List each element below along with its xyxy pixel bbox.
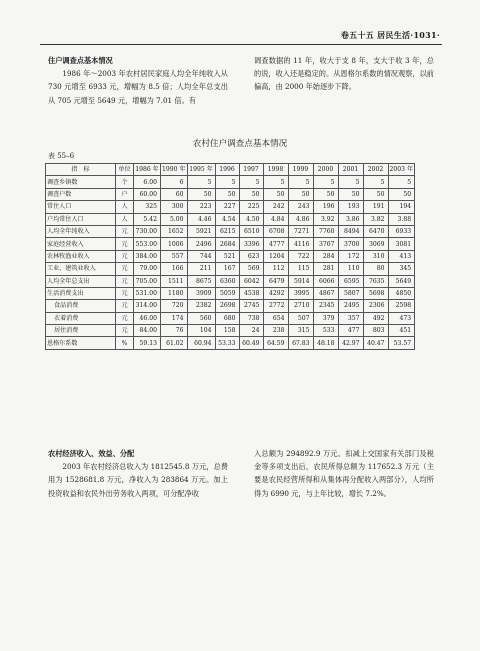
table-cell: 50 — [338, 188, 363, 200]
table-cell: 5059 — [215, 287, 239, 299]
row-unit: 元 — [116, 325, 134, 337]
section-title: 农村经济收入、效益、分配 — [48, 449, 135, 458]
table-cell: 531.00 — [134, 287, 161, 299]
table-cell: 3.92 — [313, 213, 338, 225]
row-unit: % — [116, 337, 134, 349]
table-cell: 193 — [338, 201, 363, 213]
table-cell: 5921 — [187, 225, 215, 237]
table-cell: 553.00 — [134, 238, 161, 250]
table-row — [46, 275, 415, 287]
row-label: 人均全年纯收入 — [46, 225, 116, 237]
table-cell: 533 — [313, 325, 338, 337]
table-cell: 174 — [161, 312, 188, 324]
column-header: 1999 — [288, 164, 313, 176]
table-cell: 2772 — [263, 300, 288, 312]
table-cell: 2745 — [239, 300, 263, 312]
table-cell: 3995 — [288, 287, 313, 299]
table-cell: 50 — [239, 188, 263, 200]
table-title: 农村住户调查点基本情况 — [192, 139, 288, 149]
row-label: 生活消费支出 — [46, 287, 116, 299]
table-cell: 4777 — [263, 238, 288, 250]
row-unit: 元 — [116, 312, 134, 324]
row-unit: 元 — [116, 263, 134, 275]
row-label: 恩格尔系数 — [46, 337, 116, 349]
row-unit: 元 — [116, 300, 134, 312]
table-cell: 3069 — [363, 238, 388, 250]
table-cell: 5 — [239, 176, 263, 188]
table-cell: 24 — [239, 325, 263, 337]
table-cell: 5.42 — [134, 213, 161, 225]
table-cell: 4.84 — [263, 213, 288, 225]
table-row — [46, 312, 415, 324]
table-cell: 1511 — [161, 275, 188, 287]
row-label: 家庭经营收入 — [46, 238, 116, 250]
table-cell: 4.54 — [215, 213, 239, 225]
table-cell: 2345 — [313, 300, 338, 312]
table-cell: 473 — [388, 312, 415, 324]
table-cell: 3700 — [338, 238, 363, 250]
table-cell: 59.13 — [134, 337, 161, 349]
table-cell: 80 — [363, 263, 388, 275]
row-unit: 个 — [116, 176, 134, 188]
table-cell: 281 — [313, 263, 338, 275]
table-cell: 310 — [363, 250, 388, 262]
table-cell: 477 — [338, 325, 363, 337]
table-cell: 1180 — [161, 287, 188, 299]
table-cell: 803 — [363, 325, 388, 337]
running-head: 卷五十五 居民生活·1031· — [340, 30, 440, 40]
table-cell: 4292 — [263, 287, 288, 299]
row-label: 衣着消费 — [46, 312, 116, 324]
table-cell: 3767 — [313, 238, 338, 250]
section-title: 住户调查点基本情况 — [48, 56, 113, 65]
table-cell: 720 — [161, 300, 188, 312]
table-cell: 744 — [187, 250, 215, 262]
table-cell: 6933 — [388, 225, 415, 237]
table-cell: 5 — [215, 176, 239, 188]
table-cell: 557 — [161, 250, 188, 262]
table-cell: 6479 — [263, 275, 288, 287]
table-cell: 243 — [288, 201, 313, 213]
table-row — [46, 300, 415, 312]
table-cell: 680 — [215, 312, 239, 324]
body-paragraph: 1986 年～2003 年农村居民家庭人均全年纯收入从 730 元增至 6933 元，增幅为 8.5 倍；人均全年总支出从 705 元增至 5649 元，增幅为 7.01 倍。有 — [48, 69, 228, 105]
table-cell: 60.94 — [187, 337, 215, 349]
table-cell: 48.18 — [313, 337, 338, 349]
table-cell: 507 — [288, 312, 313, 324]
table-cell: 3.86 — [338, 213, 363, 225]
table-cell: 379 — [313, 312, 338, 324]
table-cell: 158 — [215, 325, 239, 337]
table-cell: 5649 — [388, 275, 415, 287]
table-cell: 211 — [187, 263, 215, 275]
table-cell: 2598 — [388, 300, 415, 312]
table-cell: 492 — [363, 312, 388, 324]
table-cell: 238 — [263, 325, 288, 337]
table-cell: 315 — [288, 325, 313, 337]
table-cell: 6360 — [215, 275, 239, 287]
column-header: 2000 — [313, 164, 338, 176]
table-number: 表 55–6 — [48, 152, 75, 160]
table-cell: 8494 — [338, 225, 363, 237]
body-paragraph: 调查数据的 11 年，收大于支 8 年，支大于收 3 年，总的说，收入还是稳定的。从恩格尔系数的情况观察，以前偏高，由 2000 年始逐步下降。 — [254, 56, 434, 92]
column-header: 单位 — [116, 164, 134, 176]
table-row — [46, 263, 415, 275]
table-cell: 5698 — [363, 287, 388, 299]
table-cell: 4867 — [313, 287, 338, 299]
table-cell: 6595 — [338, 275, 363, 287]
right-top-column — [254, 54, 434, 94]
table-cell: 325 — [134, 201, 161, 213]
table-cell: 6.00 — [134, 176, 161, 188]
table-cell: 2698 — [215, 300, 239, 312]
table-cell: 84.00 — [134, 325, 161, 337]
table-row — [46, 250, 415, 262]
table-cell: 115 — [288, 263, 313, 275]
table-cell: 167 — [215, 263, 239, 275]
table-cell: 7271 — [288, 225, 313, 237]
table-cell: 6470 — [363, 225, 388, 237]
table-cell: 50 — [263, 188, 288, 200]
table-cell: 50 — [363, 188, 388, 200]
table-row — [46, 188, 415, 200]
table-cell: 738 — [239, 312, 263, 324]
row-unit: 人 — [116, 213, 134, 225]
table-cell: 223 — [187, 201, 215, 213]
table-row — [46, 337, 415, 349]
table-cell: 2382 — [187, 300, 215, 312]
table-cell: 50 — [313, 188, 338, 200]
row-label: 调查户数 — [46, 188, 116, 200]
table-cell: 284 — [313, 250, 338, 262]
row-unit: 元 — [116, 287, 134, 299]
column-header: 2002 — [363, 164, 388, 176]
table-cell: 60 — [161, 188, 188, 200]
table-cell: 5 — [388, 176, 415, 188]
table-cell: 4.50 — [239, 213, 263, 225]
table-cell: 225 — [239, 201, 263, 213]
table-cell: 413 — [388, 250, 415, 262]
table-row — [46, 225, 415, 237]
table-cell: 451 — [388, 325, 415, 337]
table-cell: 560 — [187, 312, 215, 324]
table-cell: 6215 — [215, 225, 239, 237]
table-cell: 4850 — [388, 287, 415, 299]
table-cell: 1652 — [161, 225, 188, 237]
table-cell: 67.83 — [288, 337, 313, 349]
row-unit: 户 — [116, 188, 134, 200]
table-cell: 64.59 — [263, 337, 288, 349]
table-cell: 2495 — [338, 300, 363, 312]
table-cell: 357 — [338, 312, 363, 324]
table-cell: 705.00 — [134, 275, 161, 287]
column-header: 2001 — [338, 164, 363, 176]
table-cell: 1006 — [161, 238, 188, 250]
table-cell: 53.57 — [388, 337, 415, 349]
table-cell: 3396 — [239, 238, 263, 250]
row-label: 食品消费 — [46, 300, 116, 312]
table-cell: 4116 — [288, 238, 313, 250]
row-label: 常住人口 — [46, 201, 116, 213]
table-row — [46, 213, 415, 225]
table-cell: 61.02 — [161, 337, 188, 349]
table-cell: 722 — [288, 250, 313, 262]
table-cell: 76 — [161, 325, 188, 337]
table-cell: 50 — [187, 188, 215, 200]
table-cell: 6 — [161, 176, 188, 188]
table-cell: 110 — [338, 263, 363, 275]
column-header: 1998 — [263, 164, 288, 176]
table-row — [46, 201, 415, 213]
table-cell: 2496 — [187, 238, 215, 250]
table-cell: 384.00 — [134, 250, 161, 262]
table-cell: 7635 — [363, 275, 388, 287]
table-cell: 172 — [338, 250, 363, 262]
table-cell: 569 — [239, 263, 263, 275]
table-cell: 4538 — [239, 287, 263, 299]
table-cell: 5 — [313, 176, 338, 188]
column-header: 1995 年 — [187, 164, 215, 176]
row-label: 人均全年总支出 — [46, 275, 116, 287]
column-header: 1986 年 — [134, 164, 161, 176]
row-unit: 元 — [116, 225, 134, 237]
table-cell: 3081 — [388, 238, 415, 250]
table-cell: 50 — [288, 188, 313, 200]
table-cell: 40.47 — [363, 337, 388, 349]
row-unit: 元 — [116, 238, 134, 250]
table-cell: 2684 — [215, 238, 239, 250]
column-header: 2003 年 — [388, 164, 415, 176]
table-cell: 242 — [263, 201, 288, 213]
table-cell: 194 — [388, 201, 415, 213]
table-cell: 5 — [338, 176, 363, 188]
table-cell: 50 — [215, 188, 239, 200]
table-cell: 196 — [313, 201, 338, 213]
left-top-column — [48, 54, 228, 107]
table-cell: 1204 — [263, 250, 288, 262]
table-cell: 42.97 — [338, 337, 363, 349]
table-cell: 6042 — [239, 275, 263, 287]
table-cell: 7760 — [313, 225, 338, 237]
table-cell: 166 — [161, 263, 188, 275]
table-cell: 5.00 — [161, 213, 188, 225]
column-header: 指 标 — [46, 164, 116, 176]
row-unit: 元 — [116, 250, 134, 262]
table-cell: 5 — [263, 176, 288, 188]
data-table — [45, 163, 415, 350]
row-label: 工业、建筑业收入 — [46, 263, 116, 275]
table-cell: 112 — [263, 263, 288, 275]
right-bottom-column — [254, 447, 434, 500]
table-cell: 6066 — [313, 275, 338, 287]
table-cell: 345 — [388, 263, 415, 275]
column-header: 1990 年 — [161, 164, 188, 176]
table-cell: 521 — [215, 250, 239, 262]
column-header: 1996 — [215, 164, 239, 176]
table-cell: 5807 — [338, 287, 363, 299]
table-cell: 5 — [363, 176, 388, 188]
row-label: 农林牧渔业收入 — [46, 250, 116, 262]
table-cell: 623 — [239, 250, 263, 262]
table-cell: 53.33 — [215, 337, 239, 349]
body-paragraph: 2003 年农村经济总收入为 1812545.8 万元，总费用为 1528681.8 万元，净收入为 283864 万元。加上投资收益和农民外出劳务收入两项，可分配净收 — [48, 462, 228, 498]
table-cell: 2710 — [288, 300, 313, 312]
table-header-row — [46, 164, 415, 176]
table-row — [46, 287, 415, 299]
table-cell: 191 — [363, 201, 388, 213]
table-cell: 730.00 — [134, 225, 161, 237]
row-unit: 元 — [116, 275, 134, 287]
table-cell: 3909 — [187, 287, 215, 299]
table-cell: 2306 — [363, 300, 388, 312]
table-cell: 300 — [161, 201, 188, 213]
table-cell: 6510 — [239, 225, 263, 237]
table-row — [46, 238, 415, 250]
table-cell: 227 — [215, 201, 239, 213]
table-cell: 46.00 — [134, 312, 161, 324]
table-cell: 60.00 — [134, 188, 161, 200]
table-cell: 60.49 — [239, 337, 263, 349]
column-header: 1997 — [239, 164, 263, 176]
row-label: 调查乡镇数 — [46, 176, 116, 188]
table-row — [46, 176, 415, 188]
row-label: 居住消费 — [46, 325, 116, 337]
table-cell: 5 — [288, 176, 313, 188]
left-bottom-column — [48, 447, 228, 500]
table-cell: 50 — [388, 188, 415, 200]
row-label: 户均常住人口 — [46, 213, 116, 225]
body-paragraph: 入总额为 294892.9 万元。扣减上交国家有关部门及税金等多项支出后，农民所得总额为 117652.3 万元（主要是农民经营所得和从集体再分配收入两部分），人均所得为 6990 元，与上年比较，增长 7.2%。 — [254, 449, 434, 498]
table-cell: 79.00 — [134, 263, 161, 275]
table-cell: 4.86 — [288, 213, 313, 225]
row-unit: 人 — [116, 201, 134, 213]
table-cell: 3.88 — [388, 213, 415, 225]
table-cell: 314.00 — [134, 300, 161, 312]
table-cell: 5914 — [288, 275, 313, 287]
table-cell: 4.46 — [187, 213, 215, 225]
header-rule — [40, 44, 442, 45]
table-cell: 654 — [263, 312, 288, 324]
table-cell: 3.82 — [363, 213, 388, 225]
table-cell: 104 — [187, 325, 215, 337]
table-cell: 5 — [187, 176, 215, 188]
table-cell: 8675 — [187, 275, 215, 287]
table-row — [46, 325, 415, 337]
table-cell: 6708 — [263, 225, 288, 237]
